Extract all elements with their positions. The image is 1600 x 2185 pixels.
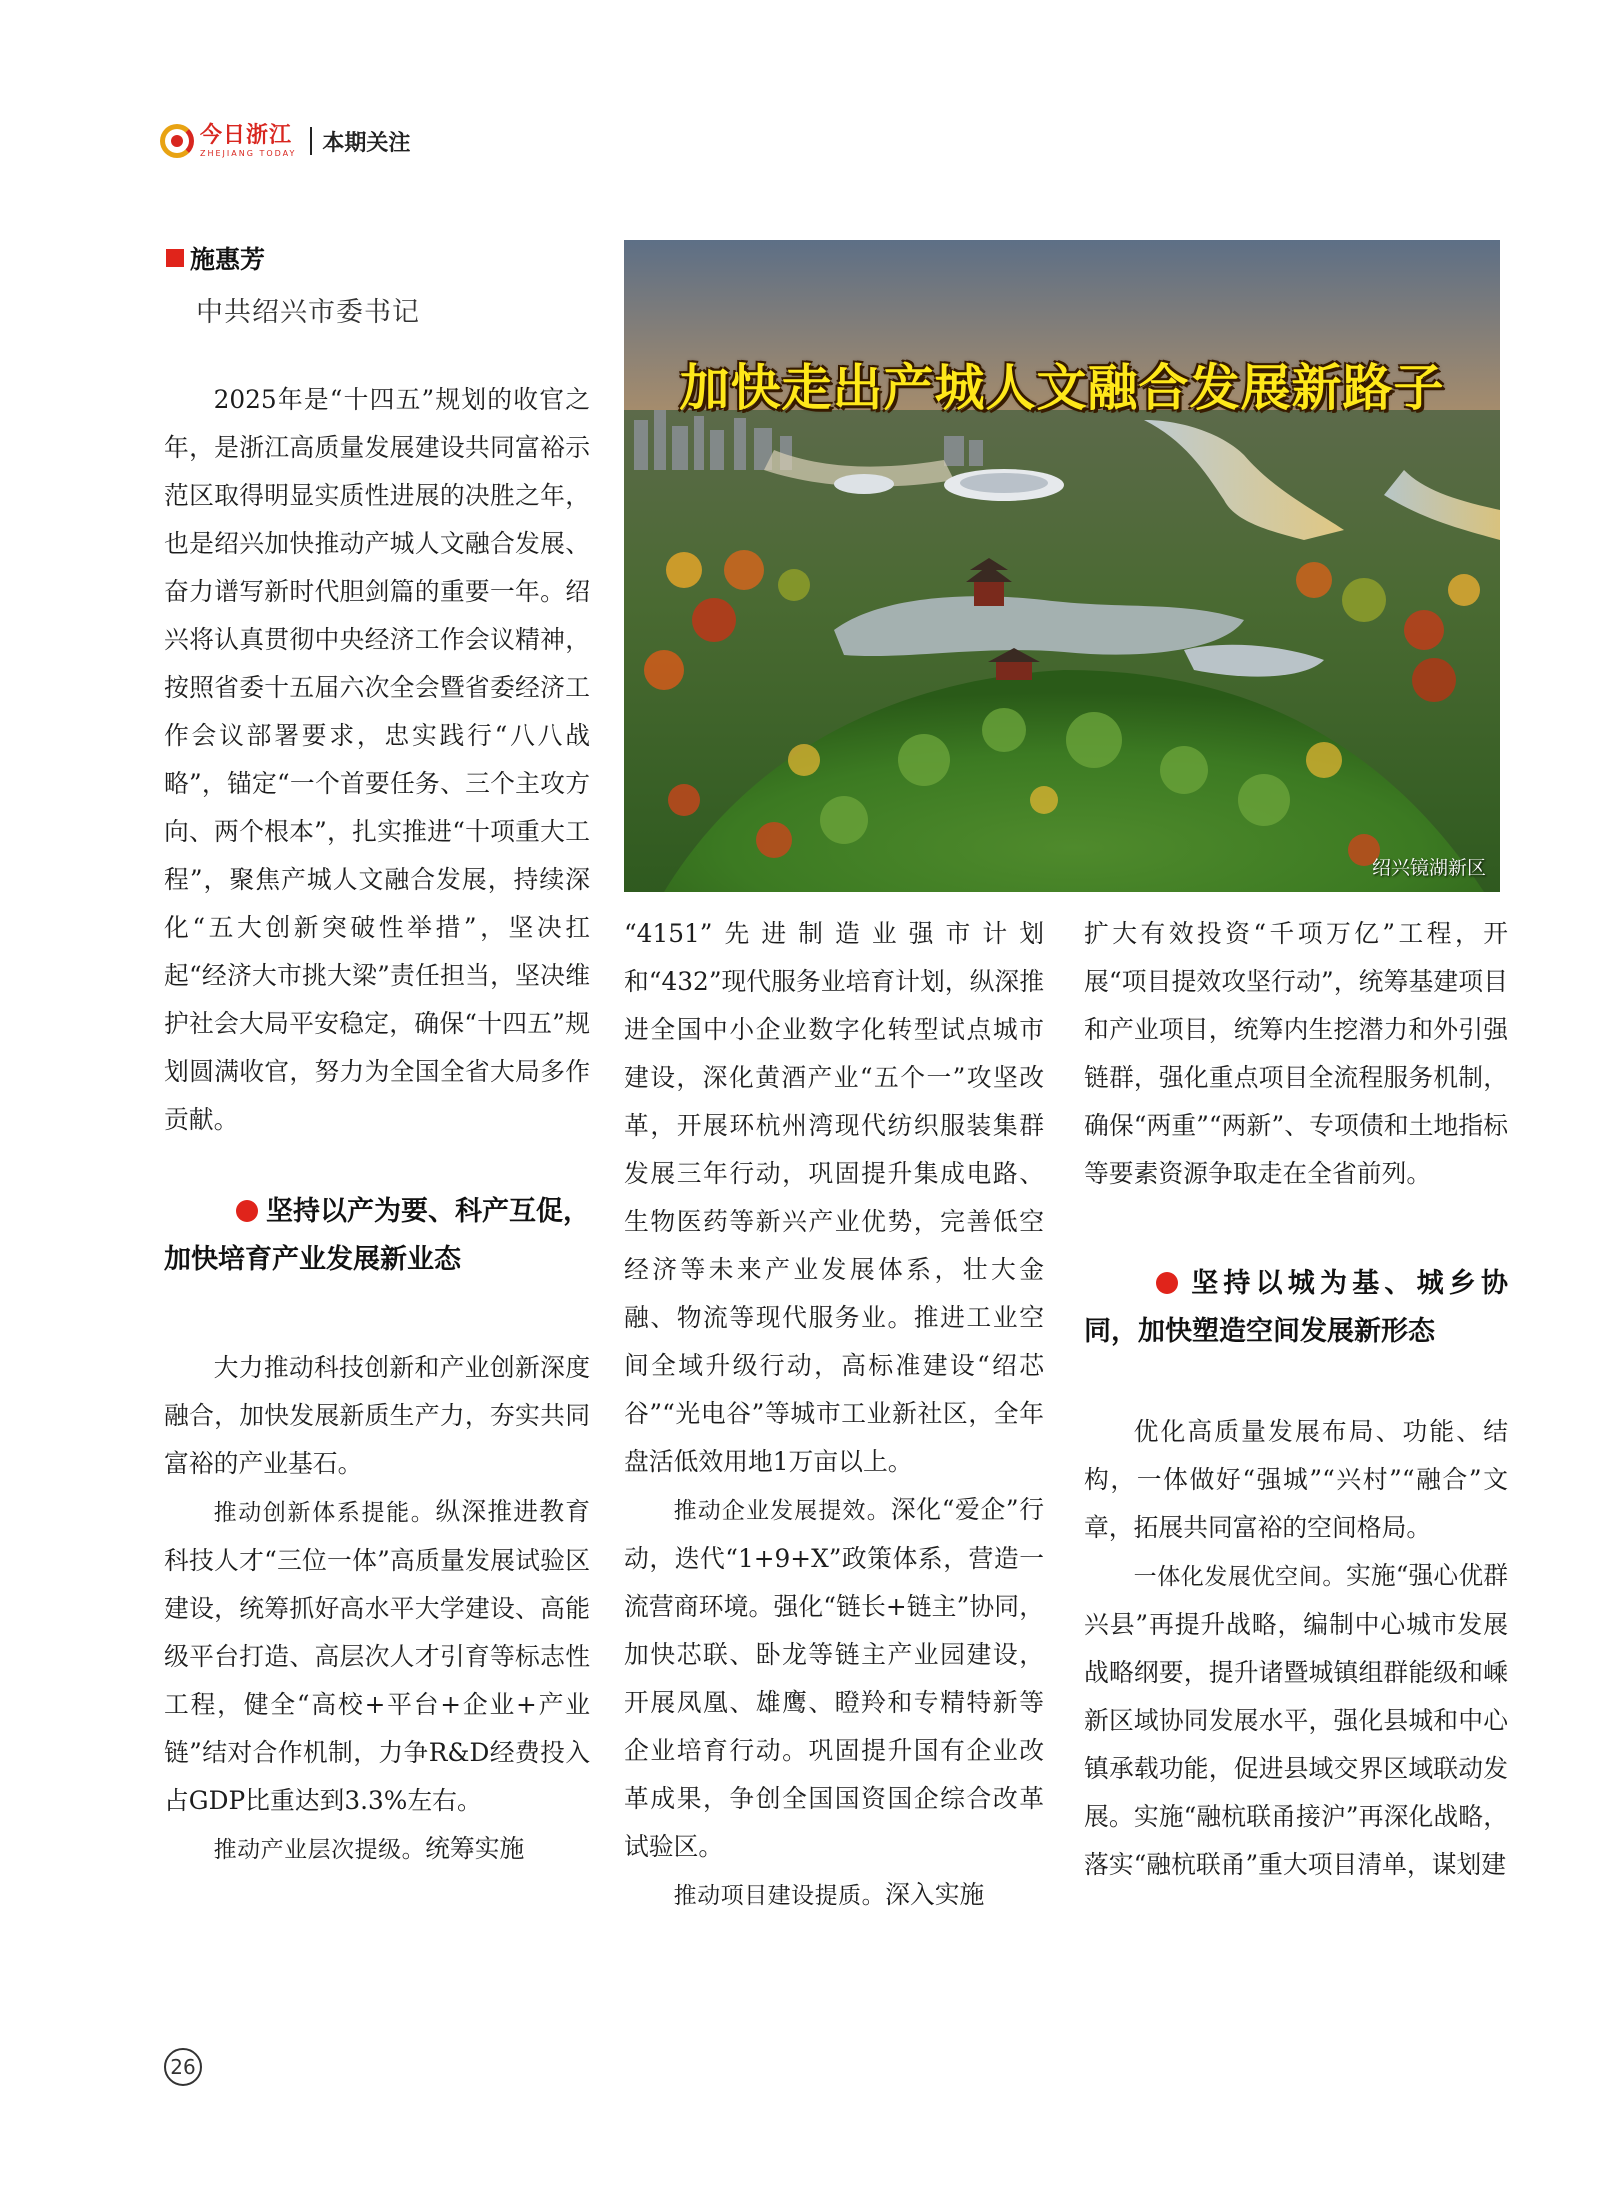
column-3 bbox=[1084, 910, 1508, 1889]
logo-chinese: 今日浙江 bbox=[200, 122, 293, 148]
subhead-industry: 推动产业层次提级。 bbox=[213, 1837, 426, 1863]
subhead-project: 推动项目建设提质。 bbox=[673, 1883, 886, 1909]
intro-paragraph: 2025年是“十四五”规划的收官之年，是浙江高质量发展建设共同富裕示范区取得明显实质性进展的决胜之年，也是绍兴加快推动产城人文融合发展、奋力谱写新时代胆剑篇的重要一年。绍兴将认真贯彻中央经济工作会议精神，按照省委十五届六次全会暨省委经济工作会议部署要求，忠实践行“八八战略”，锚定“一个首要任务、三个主攻方向、两个根本”，扎实推进“十项重大工程”，聚焦产城人文融合发展，持续深化“五大创新突破性举措”，坚决扛起“经济大市挑大梁”责任担当，坚决维护社会大局平安稳定，确保“十四五”规划圆满收官，努力为全国全省大局多作贡献。 bbox=[164, 385, 590, 1134]
section-1-heading bbox=[164, 1188, 590, 1284]
photo-caption: 绍兴镜湖新区 bbox=[1371, 857, 1486, 879]
page-number: 26 bbox=[164, 2048, 202, 2086]
column-2 bbox=[624, 910, 1044, 1920]
logo-english: ZHEJIANG TODAY bbox=[200, 148, 297, 158]
photo-headline: 加快走出产城人文融合发展新路子 bbox=[679, 359, 1445, 417]
column-1 bbox=[164, 376, 590, 1874]
paragraph-industry-start bbox=[164, 1825, 590, 1874]
author-name bbox=[166, 240, 265, 276]
section-1-intro: 大力推动科技创新和产业创新深度融合，加快发展新质生产力，夯实共同富裕的产业基石。 bbox=[164, 1353, 590, 1478]
subhead-innovation: 推动创新体系提能。 bbox=[213, 1500, 436, 1526]
author-name-text: 施惠芳 bbox=[190, 245, 266, 274]
section-1-heading-text: 坚持以产为要、科产互促，加快培育产业发展新业态 bbox=[164, 1196, 590, 1275]
masthead-divider bbox=[310, 127, 312, 155]
paragraph-project-continued: 扩大有效投资“千项万亿”工程，开展“项目提效攻坚行动”，统筹基建项目和产业项目，统筹内生挖潜力和外引强链群，强化重点项目全流程服务机制，确保“两重”“两新”、专项债和土地指标等要素资源争取走在全省前列。 bbox=[1084, 919, 1508, 1188]
paragraph-innovation-text: 纵深推进教育科技人才“三位一体”高质量发展试验区建设，统筹抓好高水平大学建设、高能级平台打造、高层次人才引育等标志性工程，健全“高校+平台+企业+产业链”结对合作机制，力争R&D经费投入占GDP比重达到3.3%左右。 bbox=[164, 1497, 590, 1815]
aerial-landscape-image bbox=[624, 240, 1500, 892]
section-2-heading bbox=[1084, 1260, 1508, 1356]
section-2-intro: 优化高质量发展布局、功能、结构，一体做好“强城”“兴村”“融合”文章，拓展共同富裕的空间格局。 bbox=[1084, 1417, 1508, 1542]
paragraph-project-text-a: 深入实施 bbox=[885, 1880, 985, 1909]
paragraph-integration-text: 实施“强心优群兴县”再提升战略，编制中心城市发展战略纲要，提升诸暨城镇组群能级和嵊新区域协同发展水平，强化县城和中心镇承载功能，促进县域交界区域联动发展。实施“融杭联甬接沪”再深化战略，落实“融杭联甬”重大项目清单，谋划建 bbox=[1084, 1561, 1509, 1879]
zhejiang-today-logo bbox=[160, 124, 296, 158]
subhead-enterprise: 推动企业发展提效。 bbox=[673, 1498, 891, 1524]
feature-photo bbox=[624, 240, 1500, 892]
paragraph-industry-continued: “4151”先进制造业强市计划和“432”现代服务业培育计划，纵深推进全国中小企业数字化转型试点城市建设，深化黄酒产业“五个一”攻坚改革，开展环杭州湾现代纺织服装集群发展三年行动，巩固提升集成电路、生物医药等新兴产业优势，完善低空经济等未来产业发展体系，壮大金融、物流等现代服务业。推进工业空间全域升级行动，高标准建设“绍芯谷”“光电谷”等城市工业新社区，全年盘活低效用地1万亩以上。 bbox=[624, 919, 1044, 1476]
masthead bbox=[160, 118, 410, 164]
author-title: 中共绍兴市委书记 bbox=[196, 297, 420, 328]
subhead-integration: 一体化发展优空间。 bbox=[1133, 1564, 1346, 1590]
red-dot-icon bbox=[236, 1200, 258, 1222]
paragraph-industry-text-a: 统筹实施 bbox=[425, 1834, 525, 1863]
paragraph-enterprise bbox=[624, 1486, 1044, 1871]
paragraph-project-start bbox=[624, 1871, 1044, 1920]
sun-logo-icon bbox=[160, 124, 194, 158]
red-dot-icon bbox=[1156, 1272, 1178, 1294]
paragraph-enterprise-text: 深化“爱企”行动，迭代“1+9+X”政策体系，营造一流营商环境。强化“链长+链主”协同，加快芯联、卧龙等链主产业园建设，开展凤凰、雄鹰、瞪羚和专精特新等企业培育行动。巩固提升国有企业改革成果，争创全国国资国企综合改革试验区。 bbox=[624, 1495, 1045, 1861]
section-2-heading-text: 坚持以城为基、城乡协同，加快塑造空间发展新形态 bbox=[1084, 1268, 1508, 1347]
section-label: 本期关注 bbox=[322, 130, 411, 156]
paragraph-integration bbox=[1084, 1552, 1508, 1889]
red-square-icon bbox=[166, 249, 184, 267]
paragraph-innovation bbox=[164, 1488, 590, 1825]
